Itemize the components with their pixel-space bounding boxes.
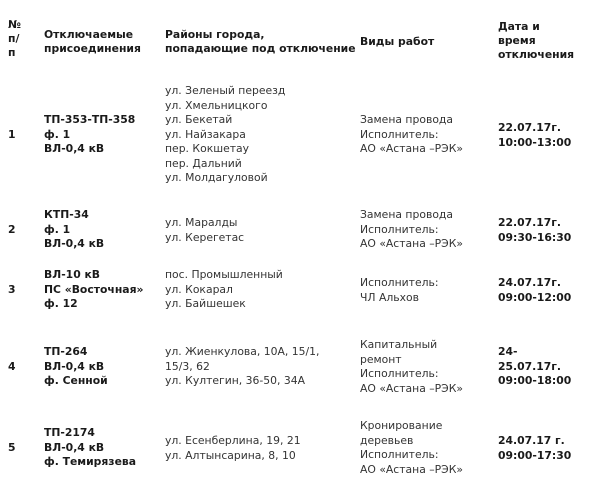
row-connection [44,268,156,312]
header-connections-line: присоединения [44,42,141,55]
row-districts-line: ул. Култегин, 36-50, 34А [165,374,306,387]
header-datetime-line: отключения [498,48,575,61]
row-datetime [498,121,602,150]
row-work-line: деревьев [360,433,414,447]
row-connection-line: ф. 12 [44,297,78,310]
row-connection-line: ф. 1 [44,222,71,236]
row-work-line: ЧЛ Альхов [360,290,419,304]
row-datetime [498,345,602,389]
row-connection [44,426,156,470]
row-connection-line: ТП-264 [44,345,88,358]
row-datetime [498,216,602,245]
row-datetime-line: 25.07.17г. [498,359,562,373]
row-connection-line: ВЛ-0,4 кВ [44,440,105,454]
row-districts-line: пер. Кокшетау [165,142,250,155]
row-work-line: АО «Астана –РЭК» [360,462,463,476]
header-work-line: Виды работ [360,35,435,48]
row-datetime [498,276,602,305]
row-districts-line: 15/3, 62 [165,359,210,373]
row-connection-line: ВЛ-0,4 кВ [44,359,105,373]
row-number-line: 1 [8,128,16,141]
row-work-line: АО «Астана –РЭК» [360,142,463,155]
header-number-line: п/ [8,32,20,45]
row-work [360,208,490,252]
row-districts-line: ул. Бекетай [165,113,233,126]
row-number [8,128,38,143]
row-districts-line: ул. Зеленый переезд [165,84,286,97]
row-work-line: Капитальный [360,338,438,351]
row-connection-line: ТП-353-ТП-358 [44,113,136,126]
row-districts [165,216,353,245]
row-connection [44,208,156,252]
row-districts [165,345,353,389]
row-districts-line: ул. Байшешек [165,297,246,310]
header-datetime-line: время [498,34,536,47]
row-districts-line: ул. Есенберлина, 19, 21 [165,434,301,447]
row-datetime-line: 22.07.17г. [498,216,562,229]
row-connection-line: КТП-34 [44,208,89,221]
row-work-line: Исполнитель: [360,367,439,380]
header-number-line: № [8,18,21,31]
row-connection-line: ПС «Восточная» [44,282,144,296]
row-number [8,441,38,456]
row-datetime-line: 09:30-16:30 [498,230,572,244]
row-work-line: Исполнитель: [360,448,439,461]
row-number [8,283,38,298]
header-number [8,18,38,60]
row-connection-line: ВЛ-0,4 кВ [44,237,105,250]
row-datetime-line: 10:00-13:00 [498,135,572,149]
row-connection-line: ВЛ-10 кВ [44,268,101,281]
row-work-line: Исполнитель: [360,276,439,289]
row-work [360,276,490,305]
row-connection-line: ф. 1 [44,127,71,141]
row-connection [44,113,156,157]
row-districts-line: ул. Керегетас [165,230,245,244]
row-datetime-line: 22.07.17г. [498,121,562,134]
header-datetime-line: Дата и [498,20,540,33]
row-work-line: Исполнитель: [360,127,439,141]
row-work-line: АО «Астана –РЭК» [360,381,463,395]
row-districts-line: пер. Дальний [165,156,242,170]
row-number-line: 4 [8,360,16,373]
row-work [360,419,490,477]
row-work-line: Замена провода [360,113,454,126]
row-datetime-line: 09:00-17:30 [498,448,572,462]
row-number-line: 2 [8,223,16,236]
row-datetime-line: 09:00-12:00 [498,290,572,304]
row-districts-line: ул. Кокарал [165,282,233,296]
header-districts-line: попадающие под отключение [165,42,356,55]
row-number-line: 5 [8,441,16,454]
header-connections-line: Отключаемые [44,28,134,41]
row-connection [44,345,156,389]
header-number-line: п [8,46,16,59]
row-districts-line: ул. Молдагуловой [165,171,268,184]
row-districts [165,268,353,312]
row-number-line: 3 [8,283,16,296]
row-districts-line: пос. Промышленный [165,268,283,281]
header-datetime [498,20,602,62]
header-connections [44,28,156,56]
row-connection-line: ВЛ-0,4 кВ [44,142,105,155]
header-districts-line: Районы города, [165,28,265,41]
header-districts [165,28,356,56]
row-work-line: АО «Астана –РЭК» [360,237,463,250]
row-connection-line: ф. Темирязева [44,455,137,468]
row-connection-line: ТП-2174 [44,426,95,439]
row-districts-line: ул. Жиенкулова, 10А, 15/1, [165,345,320,358]
row-districts-line: ул. Маралды [165,216,238,229]
row-datetime-line: 09:00-18:00 [498,374,572,387]
row-work-line: ремонт [360,352,402,366]
row-number [8,223,38,238]
row-work-line: Замена провода [360,208,454,221]
row-districts [165,84,353,186]
row-datetime-line: 24- [498,345,518,358]
header-work [360,35,490,49]
row-districts-line: ул. Хмельницкого [165,98,268,112]
row-datetime [498,434,602,463]
row-work-line: Исполнитель: [360,222,439,236]
row-datetime-line: 24.07.17г. [498,276,562,289]
row-number [8,360,38,375]
row-districts [165,434,353,463]
row-work [360,338,490,396]
row-work-line: Кронирование [360,419,443,432]
row-datetime-line: 24.07.17 г. [498,434,565,447]
row-districts-line: ул. Найзакара [165,127,246,141]
row-districts-line: ул. Алтынсарина, 8, 10 [165,448,296,462]
row-connection-line: ф. Сенной [44,374,108,387]
row-work [360,113,490,157]
